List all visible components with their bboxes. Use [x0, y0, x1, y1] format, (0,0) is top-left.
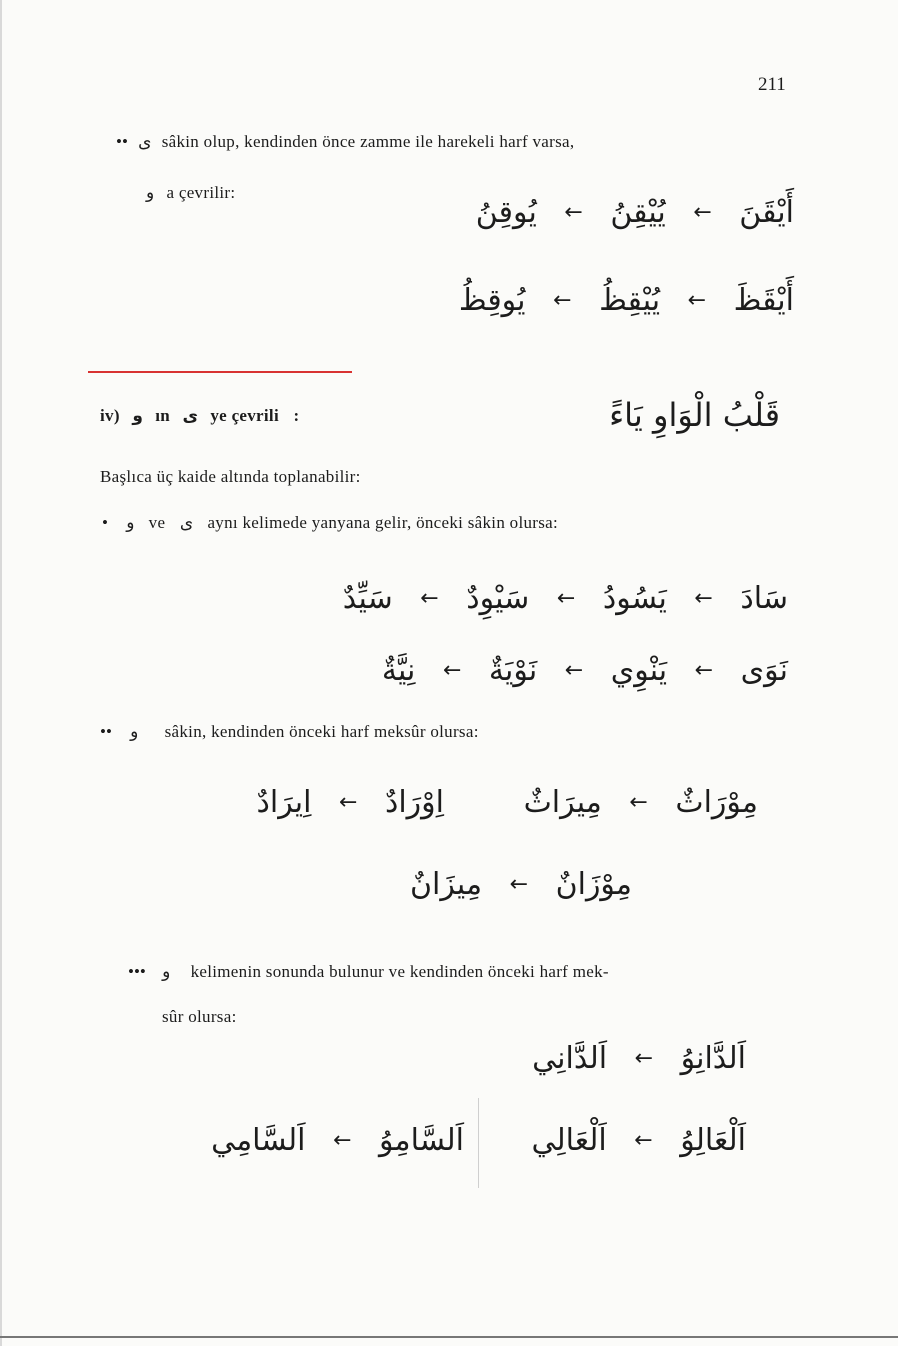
arabic-letter: ى [182, 406, 199, 426]
example-row [343, 580, 788, 616]
arabic-word: يَنْوِي [610, 653, 668, 688]
arabic-word: سَادَ [740, 581, 788, 616]
arrow-icon: ← [694, 586, 713, 611]
rule-2 [100, 722, 479, 742]
intro-text: sâkin olup, kendinden önce zamme ile harekeli harf varsa, [161, 132, 575, 151]
arabic-word: مِيزَانٌ [410, 867, 483, 902]
arrow-icon: ← [634, 1128, 653, 1153]
arabic-word: اَلسَّامِي [211, 1123, 306, 1158]
rule-text: aynı kelimede yanyana gelir, önceki sâkin olursa: [207, 513, 559, 532]
section-colon: : [293, 406, 300, 425]
arabic-word: أَيْقَنَ [739, 195, 794, 230]
arabic-letter: و [130, 722, 139, 742]
arabic-word: يَسُودُ [602, 581, 667, 616]
arabic-word: اَلسَّامِوُ [379, 1123, 464, 1158]
page-left-edge [0, 0, 2, 1346]
arrow-icon: ← [333, 1128, 352, 1153]
rules-intro: Başlıca üç kaide altında toplanabilir: [100, 467, 361, 486]
arrow-icon: ← [509, 872, 529, 897]
section-heading [100, 406, 300, 426]
example-row [410, 866, 632, 902]
arabic-word: نَوَى [740, 653, 788, 688]
arabic-word: مِوْزَانٌ [555, 867, 632, 902]
arabic-word: اَلدَّانِوُ [680, 1041, 746, 1076]
arabic-word: اِيرَادٌ [256, 785, 312, 820]
rule-text: sâkin, kendinden önceki harf meksûr olursa: [164, 722, 479, 741]
example-row [257, 784, 444, 820]
arabic-word: سَيِّدٌ [342, 581, 393, 616]
arabic-word: يُوقِنُ [475, 195, 537, 230]
example-row [476, 194, 794, 230]
arabic-phrase: قَلْبُ الْوَاوِ يَاءً [609, 396, 780, 434]
arabic-word: يُيْقِنُ [610, 195, 666, 230]
arabic-word: اِوْرَادٌ [384, 785, 444, 820]
example-row [382, 652, 788, 688]
arabic-word: اَلْعَالِي [531, 1123, 607, 1158]
arabic-word: اَلدَّانِي [532, 1041, 608, 1076]
arabic-word: مِوْرَاثٌ [675, 785, 758, 820]
section-label: iv) [100, 406, 120, 425]
arabic-word: يُيْقِظُ [599, 283, 661, 318]
column-separator [478, 1098, 479, 1188]
arrow-icon: ← [442, 658, 462, 683]
rule-3-continued: sûr olursa: [162, 1007, 237, 1026]
rule-3 [128, 962, 609, 982]
intro-line-2 [146, 183, 235, 203]
arrow-icon: ← [564, 658, 584, 683]
arrow-icon: ← [693, 200, 712, 225]
arabic-word: مِيرَاثٌ [523, 785, 602, 820]
rule-text: ve [148, 513, 166, 532]
arabic-word: يُوقِظُ [458, 283, 526, 318]
example-row [211, 1122, 464, 1158]
section-arabic-title [609, 394, 780, 434]
arabic-word: سَيْوِدٌ [466, 581, 530, 616]
arabic-letter: و [146, 183, 155, 203]
example-row [524, 784, 758, 820]
arabic-word: نِيَّةٌ [381, 653, 416, 688]
page-bottom-edge [0, 1336, 898, 1338]
example-row [532, 1040, 746, 1076]
rule-text: kelimenin sonunda bulunur ve kendinden önceki harf mek- [190, 962, 609, 981]
arrow-icon: ← [564, 200, 583, 225]
arabic-letter: ى [138, 132, 152, 152]
example-row [532, 1122, 747, 1158]
bullet: •• [100, 722, 112, 741]
page-number: 211 [758, 74, 786, 95]
bullet: • [102, 513, 108, 532]
bullet: ••• [128, 962, 146, 981]
section-suffix: ın [155, 406, 170, 425]
red-divider [88, 371, 352, 373]
arrow-icon: ← [694, 658, 714, 683]
arabic-word: أَيْقَظَ [733, 283, 794, 318]
intro-line [116, 132, 574, 152]
arrow-icon: ← [420, 586, 439, 611]
arrow-icon: ← [553, 288, 572, 313]
intro-text-2: a çevrilir: [166, 183, 236, 202]
arrow-icon: ← [634, 1046, 654, 1071]
arabic-letter: و [132, 406, 143, 426]
arabic-word: اَلْعَالِوُ [680, 1123, 746, 1158]
arabic-letter: و [126, 513, 135, 533]
arrow-icon: ← [339, 790, 358, 815]
bullet: •• [116, 132, 128, 151]
arabic-word: نَوْيَةٌ [488, 653, 538, 688]
arrow-icon: ← [629, 790, 648, 815]
arrow-icon: ← [556, 586, 576, 611]
section-suffix: ye çevrili [210, 406, 279, 425]
arabic-letter: ى [179, 513, 194, 533]
arrow-icon: ← [687, 288, 707, 313]
arabic-letter: و [162, 962, 171, 982]
rule-1 [102, 513, 558, 533]
example-row [459, 282, 794, 318]
